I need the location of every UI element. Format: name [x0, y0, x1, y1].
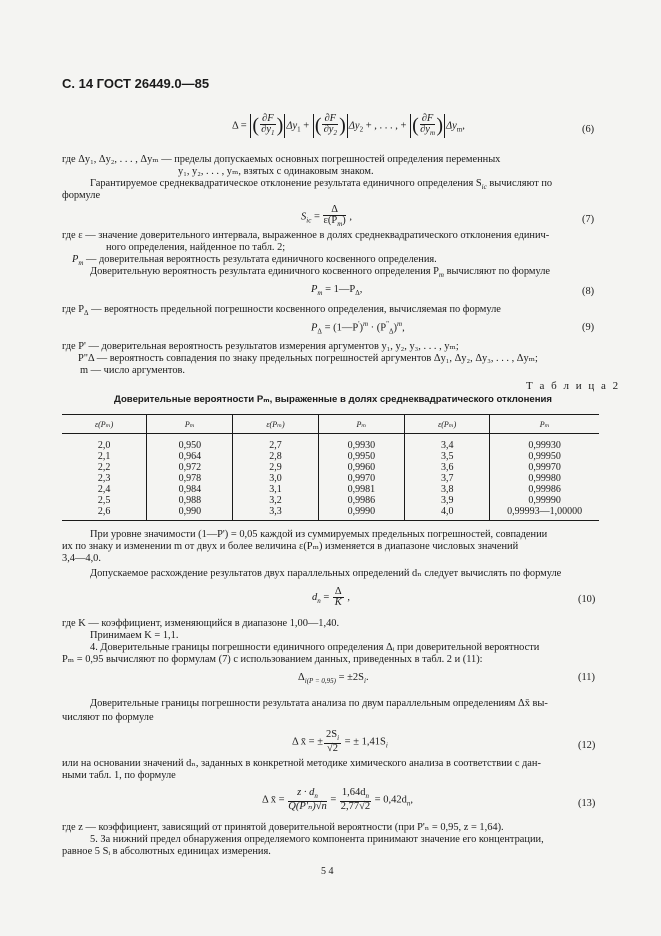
text-line: формуле	[62, 190, 101, 201]
text-line: y₁, y₂, . . . , yₘ, взятых с одинаковым знаком.	[178, 166, 374, 177]
text-line: При уровне значимости (1—P') = 0,05 каждой из суммируемых предельных погрешностей, совпадении	[90, 529, 548, 540]
equation-9: $P_\Delta$ = (1—P')$^m$ · $(P^"_\Delta)^m$,	[311, 320, 405, 336]
text-line: числяют по формуле	[62, 712, 154, 723]
table-row: 2,0 0,950 2,7 0,9930 3,4 0,99930	[62, 434, 599, 452]
text-line: m — число аргументов.	[80, 365, 186, 376]
text-line: Доверительные границы погрешности результата анализа по двум параллельным определениям Δx̄ вы-	[90, 698, 548, 709]
equation-12-number: (12)	[578, 740, 596, 751]
text-line: Гарантируемое среднеквадратическое отклонение результата единичного определения $S_{ic}$ вычисляют по	[90, 178, 553, 192]
table-title: Доверительные вероятности Pₘ, выраженные в долях среднеквадратического отклонения	[114, 394, 553, 405]
page-header: С. 14 ГОСТ 26449.0—85	[62, 76, 210, 91]
column-header: ε(Pₘ)	[405, 415, 490, 434]
text-line: $P_m$ — доверительная вероятность результата единичного косвенного определения.	[72, 254, 437, 268]
equation-11: $\Delta_{i(P = 0,95)} = \pm 2S_i$.	[298, 672, 369, 686]
column-header: Pₘ	[147, 415, 233, 434]
text-line: ного определения, найденное по табл. 2;	[106, 242, 286, 253]
equation-12: Δ x̄ = ± $\frac{2S_i}{√2}$ = ± $1,41S_i$	[292, 729, 388, 755]
equation-6: Δ = ( $\frac{\partial F}{\partial y_1}$ ) $\Delta y_1$ + ( $\frac{\partial F}{\partial y_2}$ ) $\Delta y_2$ + , . . . , + ( $\frac{\partial F}{\partial y_m}$ ) $\Delta y_m$,	[232, 113, 465, 138]
column-header: Pₘ	[318, 415, 404, 434]
text-line: Pₘ = 0,95 вычисляют по формулам (7) с использованием данных, приведенных в табл. 2 и (11):	[62, 654, 483, 665]
table-row: 2,6 0,990 3,3 0,9990 4,0 0,99993—1,00000	[62, 506, 599, 521]
text-line: Доверительную вероятность результата единичного косвенного определения $P_m$ вычисляют по формуле	[90, 266, 551, 280]
text-line: равное 5 Sᵢ в абсолютных единицах измерения.	[62, 846, 271, 857]
equation-13-number: (13)	[578, 798, 596, 809]
text-line: их по знаку и изменении m от двух и более величина ε(Pₘ) изменяется в диапазоне числовых значений	[62, 541, 519, 552]
text-line: где P' — доверительная вероятность результатов измерения аргументов y₁, y₂, y₃, . . . , yₘ;	[62, 341, 459, 352]
text-line: где Δy₁, Δy₂, . . . , Δyₘ — пределы допускаемых основных погрешностей определения переменных	[62, 154, 501, 165]
column-header: ε(Pₘ)	[62, 415, 147, 434]
text-line: или на основании значений dₙ, заданных в конкретной методике химического анализа в соответствии с дан-	[62, 758, 541, 769]
page-number: 5 4	[321, 866, 334, 877]
table-row: 2,1 0,964 2,8 0,9950 3,5 0,99950	[62, 451, 599, 462]
equation-6-number: (6)	[582, 124, 595, 135]
equation-10: $d_n$ = $\frac{\Delta}{K}$ ,	[312, 586, 350, 608]
text-line: ными табл. 1, по формуле	[62, 770, 176, 781]
table-row: 2,2 0,972 2,9 0,9960 3,6 0,99970	[62, 462, 599, 473]
equation-9-number: (9)	[582, 322, 595, 333]
column-header: ε(Pₘ)	[233, 415, 318, 434]
text-line: Допускаемое расхождение результатов двух параллельных определений dₙ следует вычислять по формуле	[90, 568, 562, 579]
text-line: Принимаем K = 1,1.	[90, 630, 179, 641]
table-label: Т а б л и ц а 2	[526, 380, 621, 392]
text-line: где ε — значение доверительного интервала, выраженное в долях среднеквадратического отклонения единич-	[62, 230, 550, 241]
table-row: 2,5 0,988 3,2 0,9986 3,9 0,99990	[62, 495, 599, 506]
text-line: P"Δ — вероятность совпадения по знаку предельных погрешностей аргументов Δy₁, Δy₂, Δy₃, . . . , Δyₘ;	[78, 353, 538, 364]
column-header: Pₘ	[490, 415, 599, 434]
text-line: 4. Доверительные границы погрешности единичного определения Δᵢ при доверительной вероятности	[90, 642, 540, 653]
equation-7: $S_{ic}$ = $\frac{\Delta}{\varepsilon(P_m)}$ ,	[301, 204, 353, 229]
equation-10-number: (10)	[578, 594, 596, 605]
table-2	[62, 414, 599, 521]
equation-7-number: (7)	[582, 214, 595, 225]
text-line: 5. За нижний предел обнаружения определяемого компонента принимают значение его концентрации,	[90, 834, 544, 845]
text-line: 3,4—4,0.	[62, 553, 101, 564]
equation-8: $P_m$ = $1—P_\Delta$,	[311, 284, 363, 298]
equation-8-number: (8)	[582, 286, 595, 297]
text-line: где z — коэффициент, зависящий от принятой доверительной вероятности (при P'ₙ = 0,95, z = 1,64).	[62, 822, 504, 833]
table-row: 2,4 0,984 3,1 0,9981 3,8 0,99986	[62, 484, 599, 495]
equation-13: Δ x̄ = $\frac{z \cdot d_n}{\text{Q(P'ₙ)√n}}$ = $\frac{1,64d_n}{2,77√2}$ = $0,42d_n$,	[262, 787, 413, 813]
equation-11-number: (11)	[578, 672, 595, 683]
table-row: 2,3 0,978 3,0 0,9970 3,7 0,99980	[62, 473, 599, 484]
text-line: где K — коэффициент, изменяющийся в диапазоне 1,00—1,40.	[62, 618, 340, 629]
table-header-row	[62, 415, 599, 434]
text-line: где $P_\Delta$ — вероятность предельной погрешности косвенного определения, вычисляемая по формуле	[62, 304, 501, 318]
